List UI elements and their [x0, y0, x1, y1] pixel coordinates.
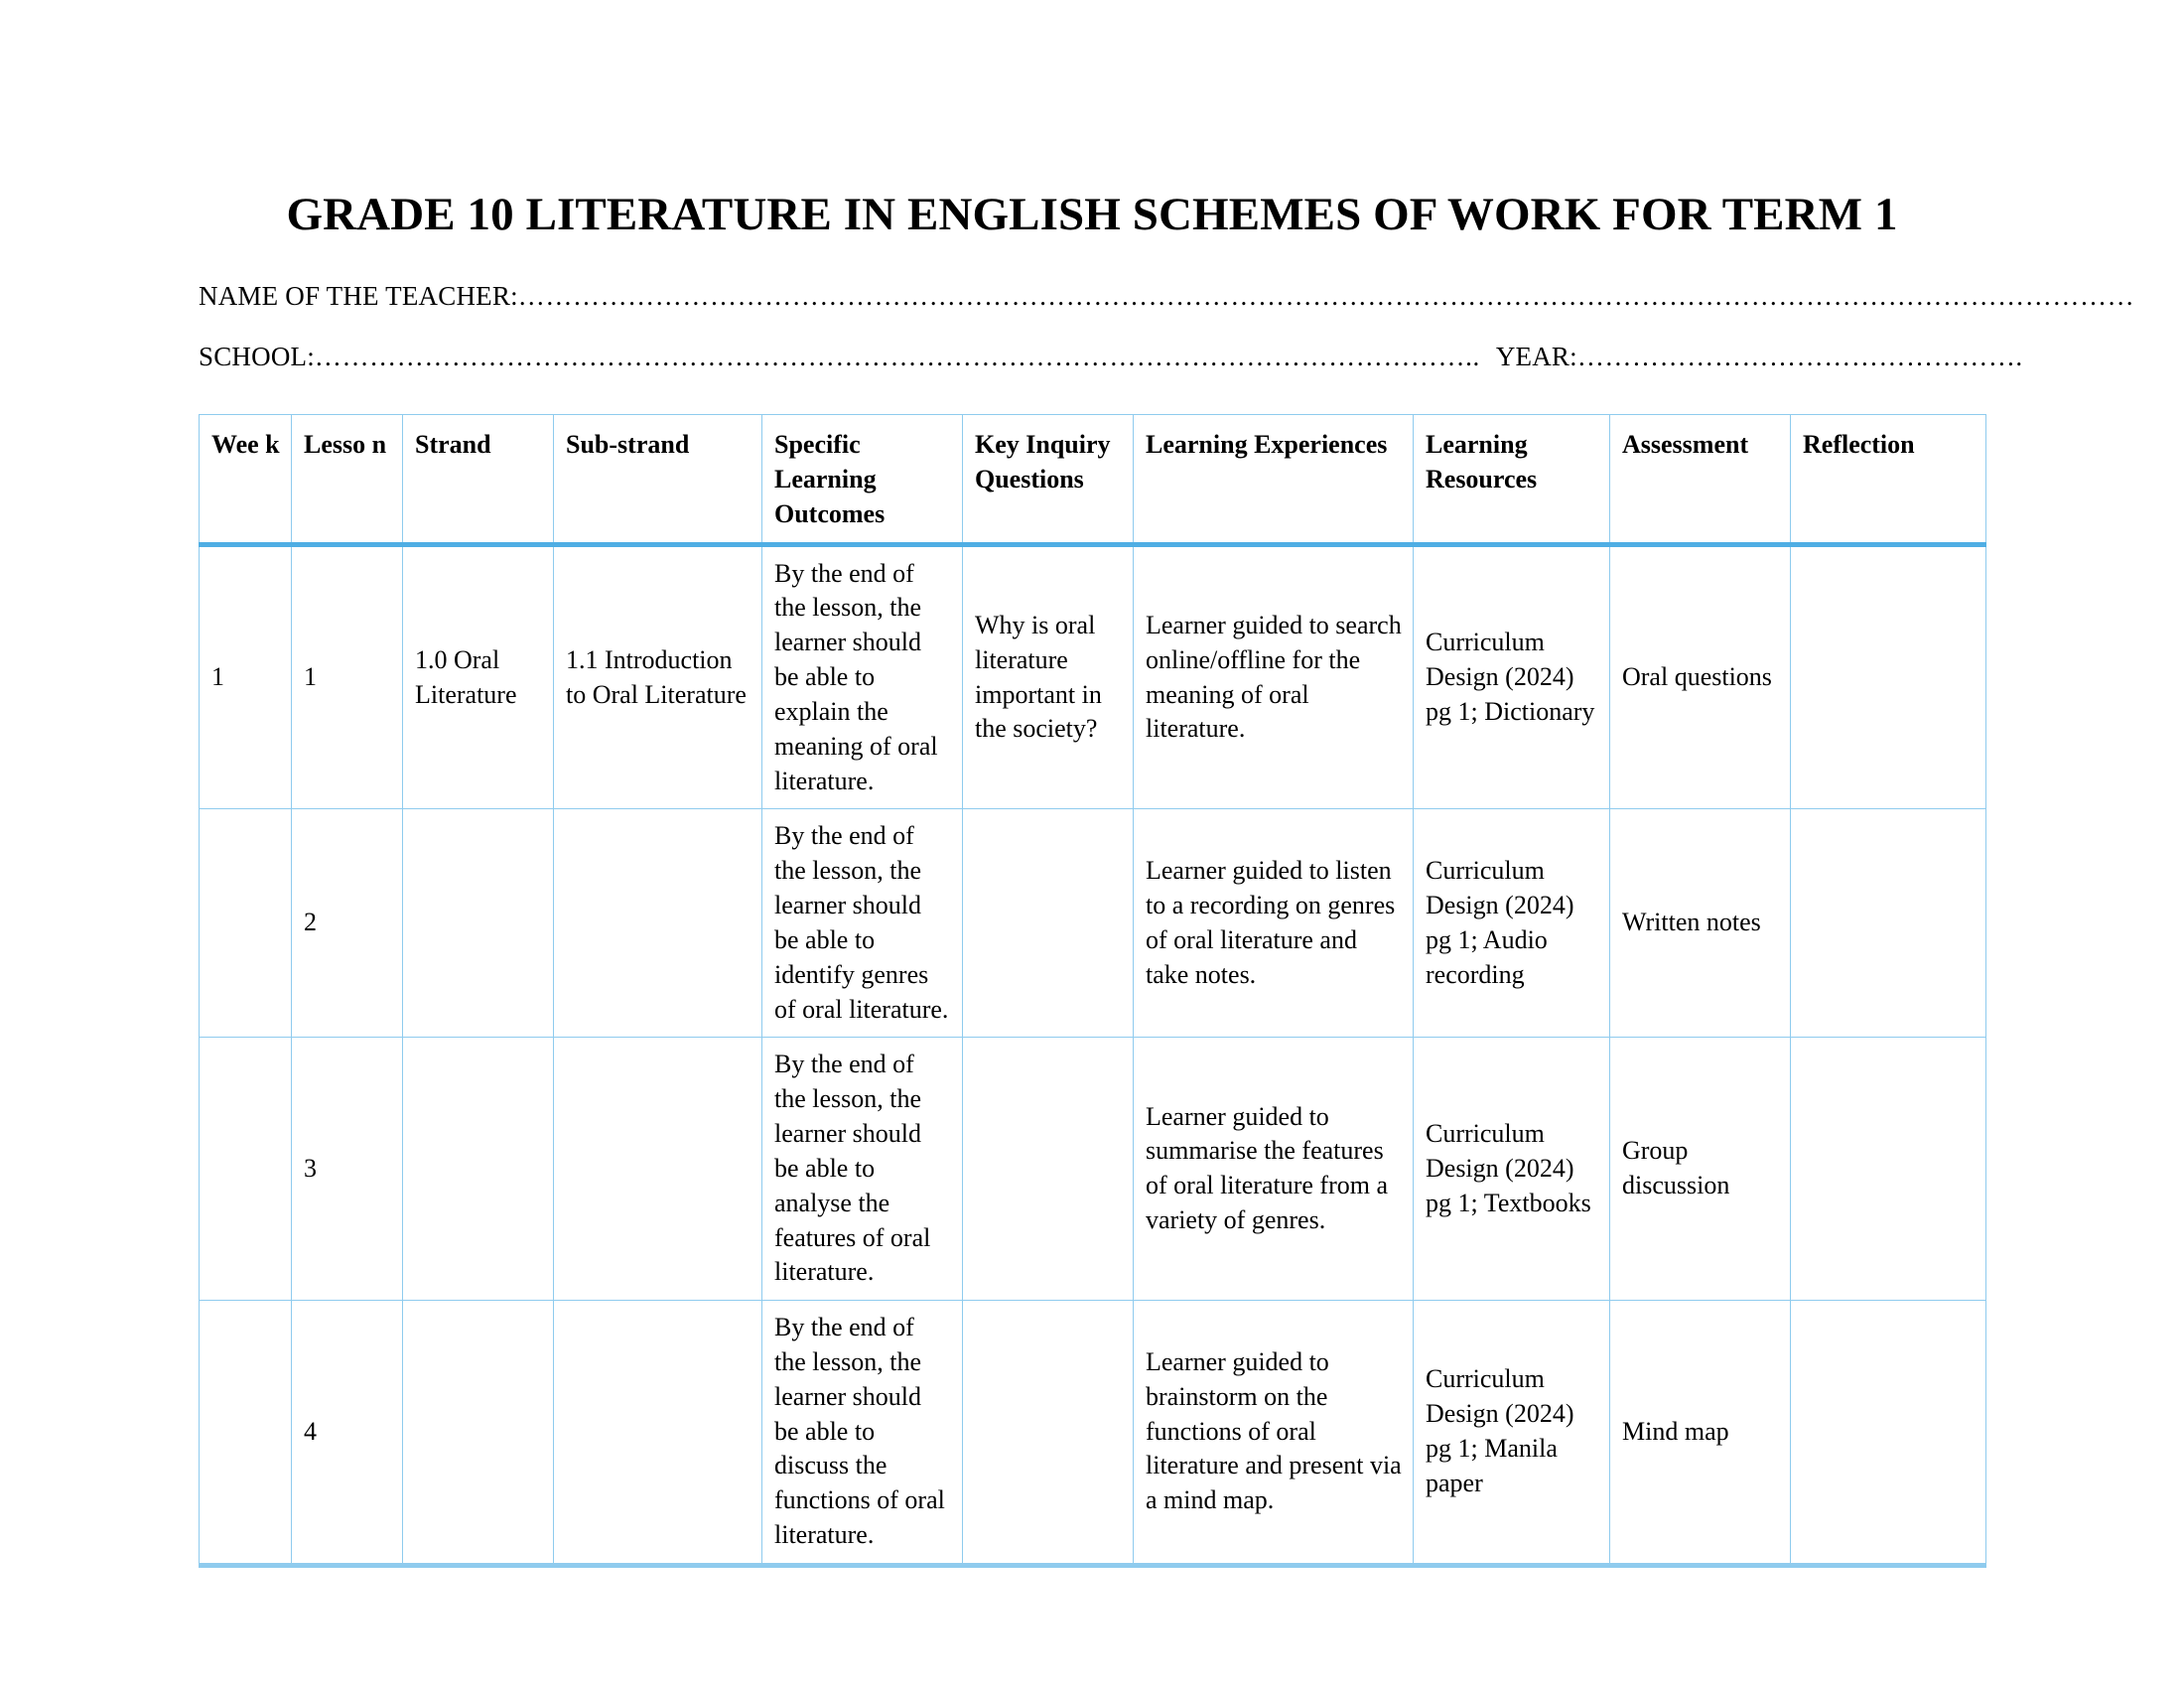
teacher-name-field[interactable]	[0, 281, 2184, 312]
cell-learning-resources: Curriculum Design (2024) pg 1; Dictionary	[1414, 544, 1610, 809]
cell-lesson: 2	[292, 809, 403, 1038]
cell-assessment: Group discussion	[1610, 1038, 1791, 1301]
school-label: SCHOOL:	[199, 342, 315, 372]
cell-learning-resources: Curriculum Design (2024) pg 1; Textbooks	[1414, 1038, 1610, 1301]
cell-key-inquiry-questions	[963, 1038, 1134, 1301]
cell-specific-learning-outcomes: By the end of the lesson, the learner should be able to explain the meaning of oral literature.	[762, 544, 963, 809]
column-header-sub-strand: Sub-strand	[554, 415, 762, 544]
column-header-assessment: Assessment	[1610, 415, 1791, 544]
column-header-learning-experiences: Learning Experiences	[1134, 415, 1414, 544]
cell-sub-strand	[554, 1301, 762, 1566]
cell-lesson: 3	[292, 1038, 403, 1301]
year-dotted-line: ………………………………………….	[1576, 342, 2023, 372]
cell-learning-experiences: Learner guided to summarise the features of oral literature from a variety of genres.	[1134, 1038, 1414, 1301]
school-year-field[interactable]	[0, 342, 2184, 372]
cell-assessment: Mind map	[1610, 1301, 1791, 1566]
column-header-specific-learning-outcomes: Specific Learning Outcomes	[762, 415, 963, 544]
cell-assessment: Oral questions	[1610, 544, 1791, 809]
cell-strand	[403, 1301, 554, 1566]
school-dotted-line: ………………………………………………………………………………………………………………..	[314, 342, 1480, 372]
cell-assessment: Written notes	[1610, 809, 1791, 1038]
cell-week	[200, 1038, 292, 1301]
cell-reflection[interactable]	[1791, 1301, 1986, 1566]
cell-learning-resources: Curriculum Design (2024) pg 1; Manila paper	[1414, 1301, 1610, 1566]
column-header-key-inquiry-questions: Key Inquiry Questions	[963, 415, 1134, 544]
page-title: GRADE 10 LITERATURE IN ENGLISH SCHEMES OF WORK FOR TERM 1	[286, 189, 1898, 240]
cell-key-inquiry-questions: Why is oral literature important in the society?	[963, 544, 1134, 809]
cell-key-inquiry-questions	[963, 809, 1134, 1038]
cell-sub-strand	[554, 809, 762, 1038]
schemes-table-container	[0, 402, 2184, 1568]
cell-lesson: 1	[292, 544, 403, 809]
column-header-reflection: Reflection	[1791, 415, 1986, 544]
cell-sub-strand	[554, 1038, 762, 1301]
cell-lesson: 4	[292, 1301, 403, 1566]
cell-specific-learning-outcomes: By the end of the lesson, the learner should be able to analyse the features of oral literature.	[762, 1038, 963, 1301]
column-header-strand: Strand	[403, 415, 554, 544]
cell-week	[200, 809, 292, 1038]
teacher-name-dotted-line: ……………………………………………………………………………………………………………………………………………………………	[517, 281, 2135, 312]
cell-sub-strand: 1.1 Introduction to Oral Literature	[554, 544, 762, 809]
cell-specific-learning-outcomes: By the end of the lesson, the learner should be able to discuss the functions of oral literature.	[762, 1301, 963, 1566]
column-header-lesson: Lesso n	[292, 415, 403, 544]
cell-key-inquiry-questions	[963, 1301, 1134, 1566]
cell-specific-learning-outcomes: By the end of the lesson, the learner should be able to identify genres of oral literature.	[762, 809, 963, 1038]
cell-week: 1	[200, 544, 292, 809]
cell-reflection[interactable]	[1791, 809, 1986, 1038]
column-header-week: Wee k	[200, 415, 292, 544]
cell-strand	[403, 809, 554, 1038]
cell-learning-experiences: Learner guided to search online/offline for the meaning of oral literature.	[1134, 544, 1414, 809]
cell-learning-experiences: Learner guided to brainstorm on the functions of oral literature and present via a mind map.	[1134, 1301, 1414, 1566]
table-row	[200, 1301, 1986, 1566]
cell-learning-experiences: Learner guided to listen to a recording on genres of oral literature and take notes.	[1134, 809, 1414, 1038]
form-fields	[0, 245, 2184, 372]
cell-strand	[403, 1038, 554, 1301]
table-row	[200, 544, 1986, 809]
table-row	[200, 1038, 1986, 1301]
schemes-of-work-table	[199, 414, 1986, 1568]
cell-reflection[interactable]	[1791, 544, 1986, 809]
table-row	[200, 809, 1986, 1038]
year-label: YEAR:	[1495, 342, 1577, 372]
cell-strand: 1.0 Oral Literature	[403, 544, 554, 809]
cell-reflection[interactable]	[1791, 1038, 1986, 1301]
table-header-row	[200, 415, 1986, 544]
cell-week	[200, 1301, 292, 1566]
cell-learning-resources: Curriculum Design (2024) pg 1; Audio recording	[1414, 809, 1610, 1038]
column-header-learning-resources: Learning Resources	[1414, 415, 1610, 544]
teacher-name-label: NAME OF THE TEACHER:	[199, 281, 518, 312]
